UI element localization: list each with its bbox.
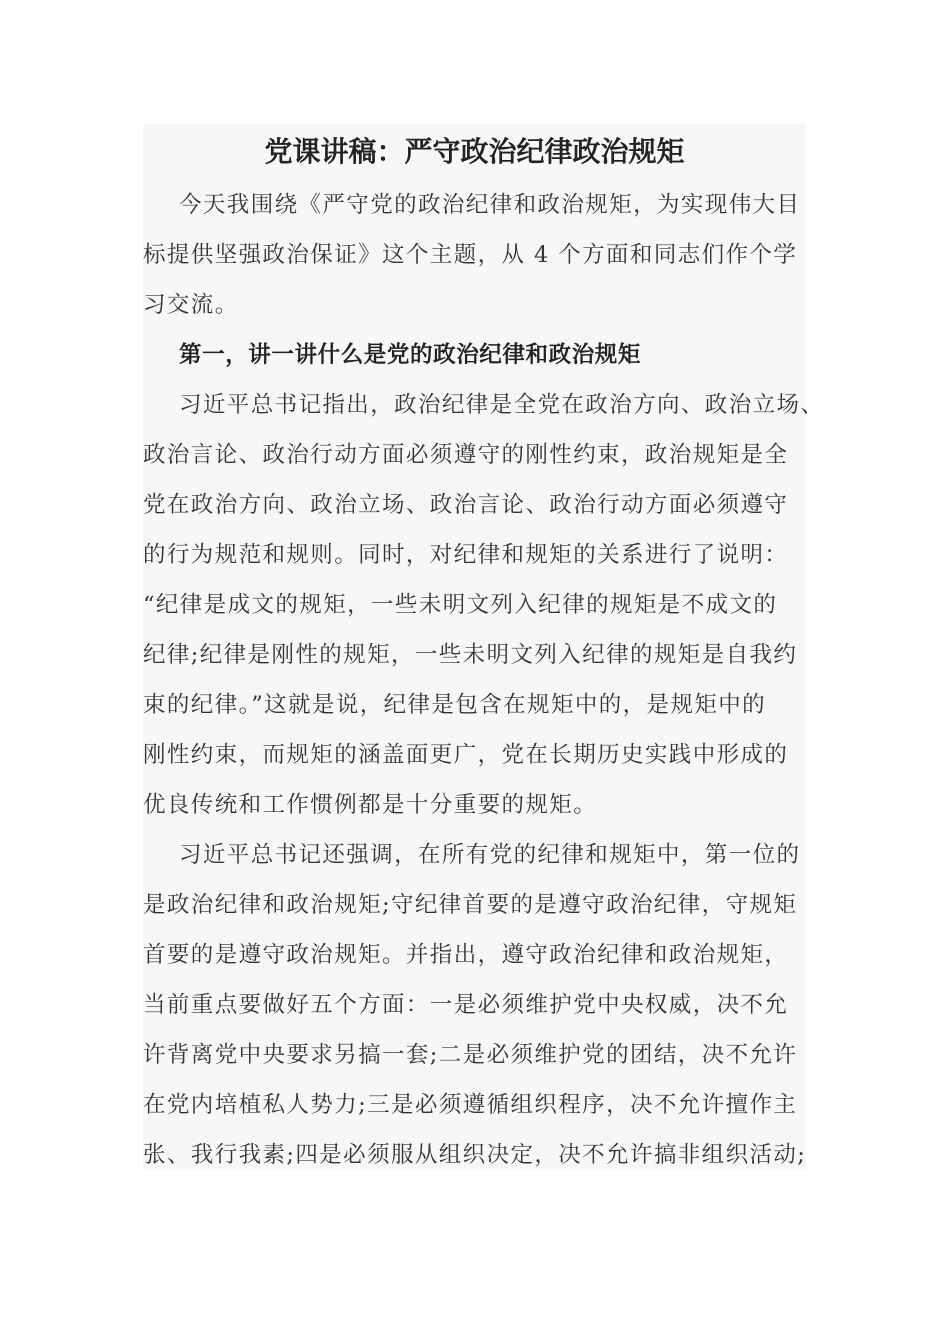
paragraph-line: 在党内培植私人势力;三是必须遵循组织程序，决不允许擅作主 <box>143 1092 798 1118</box>
paragraph-line: 习近平总书记指出，政治纪律是全党在政治方向、政治立场、 <box>179 392 825 418</box>
paragraph-line: 今天我围绕《严守党的政治纪律和政治规矩，为实现伟大目 <box>179 192 801 218</box>
paragraph-line: 纪律;纪律是刚性的规矩，一些未明文列入纪律的规矩是自我约 <box>143 642 798 668</box>
paragraph-line: 是政治纪律和政治规矩;守纪律首要的是遵守政治纪律，守规矩 <box>143 892 798 918</box>
paragraph-line: 许背离党中央要求另搞一套;二是必须维护党的团结，决不允许 <box>143 1042 798 1068</box>
paragraph-line: 政治言论、政治行动方面必须遵守的刚性约束，政治规矩是全 <box>143 442 789 468</box>
paragraph-line: 张、我行我素;四是必须服从组织决定，决不允许搞非组织活动; <box>143 1142 807 1168</box>
paragraph-line: 习近平总书记还强调，在所有党的纪律和规矩中，第一位的 <box>179 842 801 868</box>
paragraph-line: 标提供坚强政治保证》这个主题，从 4 个方面和同志们作个学 <box>143 242 798 268</box>
paragraph-line: 习交流。 <box>143 292 239 318</box>
paragraph-line: 的行为规范和规则。同时，对纪律和规矩的关系进行了说明： <box>143 542 789 568</box>
paragraph-line: 首要的是遵守政治规矩。并指出，遵守政治纪律和政治规矩， <box>143 942 789 968</box>
document-body <box>143 124 823 1180</box>
paragraph-line: “纪律是成文的规矩，一些未明文列入纪律的规矩是不成文的 <box>143 592 778 618</box>
paragraph-line: 刚性约束，而规矩的涵盖面更广，党在长期历史实践中形成的 <box>143 742 789 768</box>
paragraph-line: 当前重点要做好五个方面：一是必须维护党中央权威，决不允 <box>143 992 789 1018</box>
paragraph-line: 束的纪律。”这就是说，纪律是包含在规矩中的，是规矩中的 <box>143 692 767 718</box>
document-title: 党课讲稿：严守政治纪律政治规矩 <box>264 135 685 168</box>
paragraph-line: 党在政治方向、政治立场、政治言论、政治行动方面必须遵守 <box>143 492 789 518</box>
paragraph-line: 优良传统和工作惯例都是十分重要的规矩。 <box>143 792 598 818</box>
section-heading: 第一，讲一讲什么是党的政治纪律和政治规矩 <box>179 342 642 368</box>
